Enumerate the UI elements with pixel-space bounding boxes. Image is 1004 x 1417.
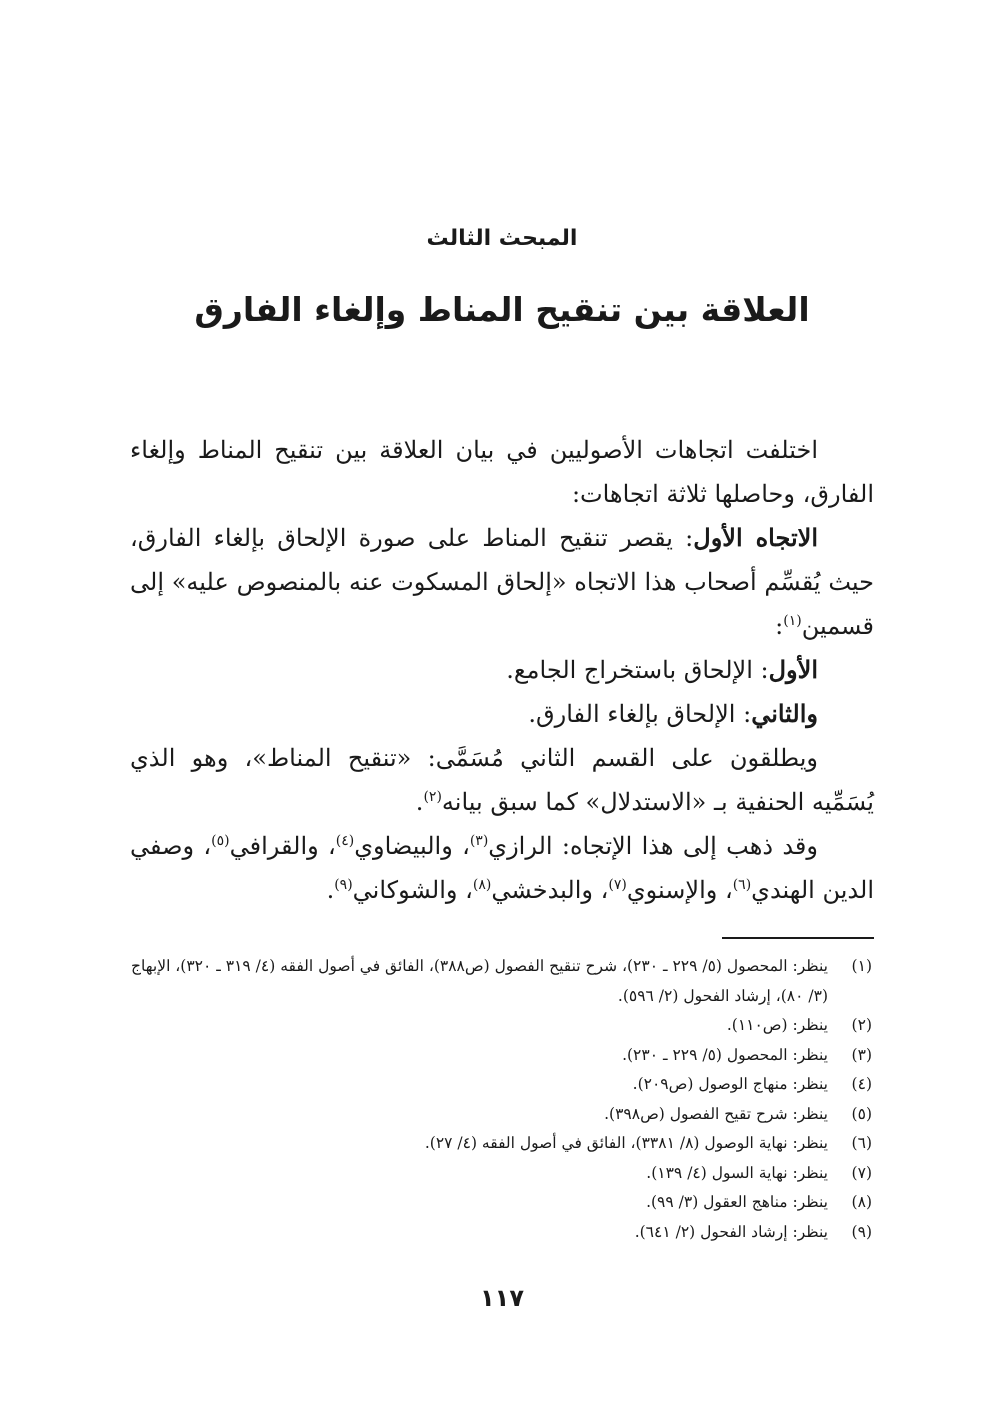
footnote-text: ينظر: منهاج الوصول (ص٢٠٩). — [632, 1075, 828, 1093]
footnote-ref-8[interactable]: (٨) — [472, 877, 492, 893]
term-second: والثاني — [751, 699, 818, 728]
footnote-item — [130, 1188, 874, 1218]
footnote-text: ينظر: نهاية السول (٤/ ١٣٩). — [646, 1163, 828, 1182]
footnote-item — [130, 1041, 874, 1071]
footnote-number: (٧) — [851, 1163, 872, 1182]
term-first-direction: الاتجاه الأول — [693, 523, 819, 552]
footnote-text: ينظر: المحصول (٥/ ٢٢٩ ـ ٢٣٠)، شرح تنقيح الفصول (ص٣٨٨)، الفائق في أصول الفقه (٤/ ٣١٩ ـ ٣٢٠)، الإبهاج (٣/ ٨٠)، إرشاد الفحول (٢/ ٥٩٦). — [131, 957, 828, 1005]
footnote-item — [130, 952, 874, 1011]
footnote-ref-6[interactable]: (٦) — [732, 877, 752, 893]
footnote-text: ينظر: مناهج العقول (٣/ ٩٩). — [646, 1193, 828, 1211]
footnote-item — [130, 1218, 874, 1248]
footnote-number: (٣) — [851, 1045, 872, 1064]
footnote-number: (٤) — [851, 1075, 872, 1093]
footnote-text: ينظر: (ص١١٠). — [726, 1016, 828, 1034]
footnote-number: (٨) — [851, 1193, 872, 1211]
body-text — [130, 428, 874, 912]
footnote-ref-5[interactable]: (٥) — [211, 833, 230, 849]
footnote-ref-2[interactable]: (٢) — [423, 789, 442, 805]
footnote-item — [130, 1129, 874, 1159]
paragraph-naming: ويطلقون على القسم الثاني مُسَمَّى: «تنقيح المناط»، وهو الذي يُسَمِّيه الحنفية بـ «الاستدلال» كما سبق بيانه$^{(٢)}$. — [130, 744, 874, 816]
footnote-item — [130, 1070, 874, 1100]
footnote-number: (٩) — [851, 1222, 872, 1241]
footnote-number: (١) — [851, 957, 872, 975]
footnote-separator — [722, 937, 874, 939]
paragraph-first-type: الأول: الإلحاق باستخراج الجامع. — [506, 655, 818, 684]
footnote-item — [130, 1100, 874, 1130]
footnote-ref-9[interactable]: (٩) — [334, 877, 353, 893]
footnote-item — [130, 1011, 874, 1041]
footnote-text: ينظر: نهاية الوصول (٨/ ٣٣٨١)، الفائق في أصول الفقه (٤/ ٢٧). — [424, 1134, 828, 1152]
footnote-number: (٦) — [851, 1134, 872, 1152]
footnote-item — [130, 1159, 874, 1189]
footnote-number: (٥) — [851, 1104, 872, 1123]
page-number: ١١٧ — [480, 1284, 524, 1312]
paragraph-second-type: والثاني: الإلحاق بإلغاء الفارق. — [528, 699, 818, 728]
footnote-ref-3[interactable]: (٣) — [469, 833, 489, 849]
paragraph-intro: اختلفت اتجاهات الأصوليين في بيان العلاقة بين تنقيح المناط وإلغاء الفارق، وحاصلها ثلاثة اتجاهات: — [130, 436, 874, 508]
paragraph-first-direction: الاتجاه الأول: يقصر تنقيح المناط على صورة الإلحاق بإلغاء الفارق، حيث يُقسِّم أصحاب هذا الاتجاه «إلحاق المسكوت عنه بالمنصوص عليه» إلى قسمين$^{(١)}$: — [130, 523, 874, 640]
footnote-ref-1[interactable]: (١) — [783, 613, 802, 629]
term-first: الأول — [768, 655, 818, 684]
footnotes — [130, 952, 874, 1247]
chapter-title: العلاقة بين تنقيح المناط وإلغاء الفارق — [194, 290, 810, 329]
footnote-text: ينظر: إرشاد الفحول (٢/ ٦٤١). — [634, 1222, 828, 1241]
footnote-ref-7[interactable]: (٧) — [608, 877, 627, 893]
footnote-text: ينظر: شرح تقيح الفصول (ص٣٩٨). — [604, 1104, 828, 1123]
footnote-text: ينظر: المحصول (٥/ ٢٢٩ ـ ٢٣٠). — [622, 1045, 828, 1064]
footnote-number: (٢) — [851, 1016, 872, 1034]
footnote-ref-4[interactable]: (٤) — [335, 833, 355, 849]
section-label: المبحث الثالث — [426, 226, 578, 251]
paragraph-scholars: وقد ذهب إلى هذا الإتجاه: الرازي$^{(٣)}$، والبيضاوي$^{(٤)}$، والقرافي$^{(٥)}$، وصفي الدين الهندي$^{(٦)}$، والإسنوي$^{(٧)}$، والبدخشي$^{(٨)}$، والشوكاني$^{(٩)}$. — [130, 832, 874, 904]
